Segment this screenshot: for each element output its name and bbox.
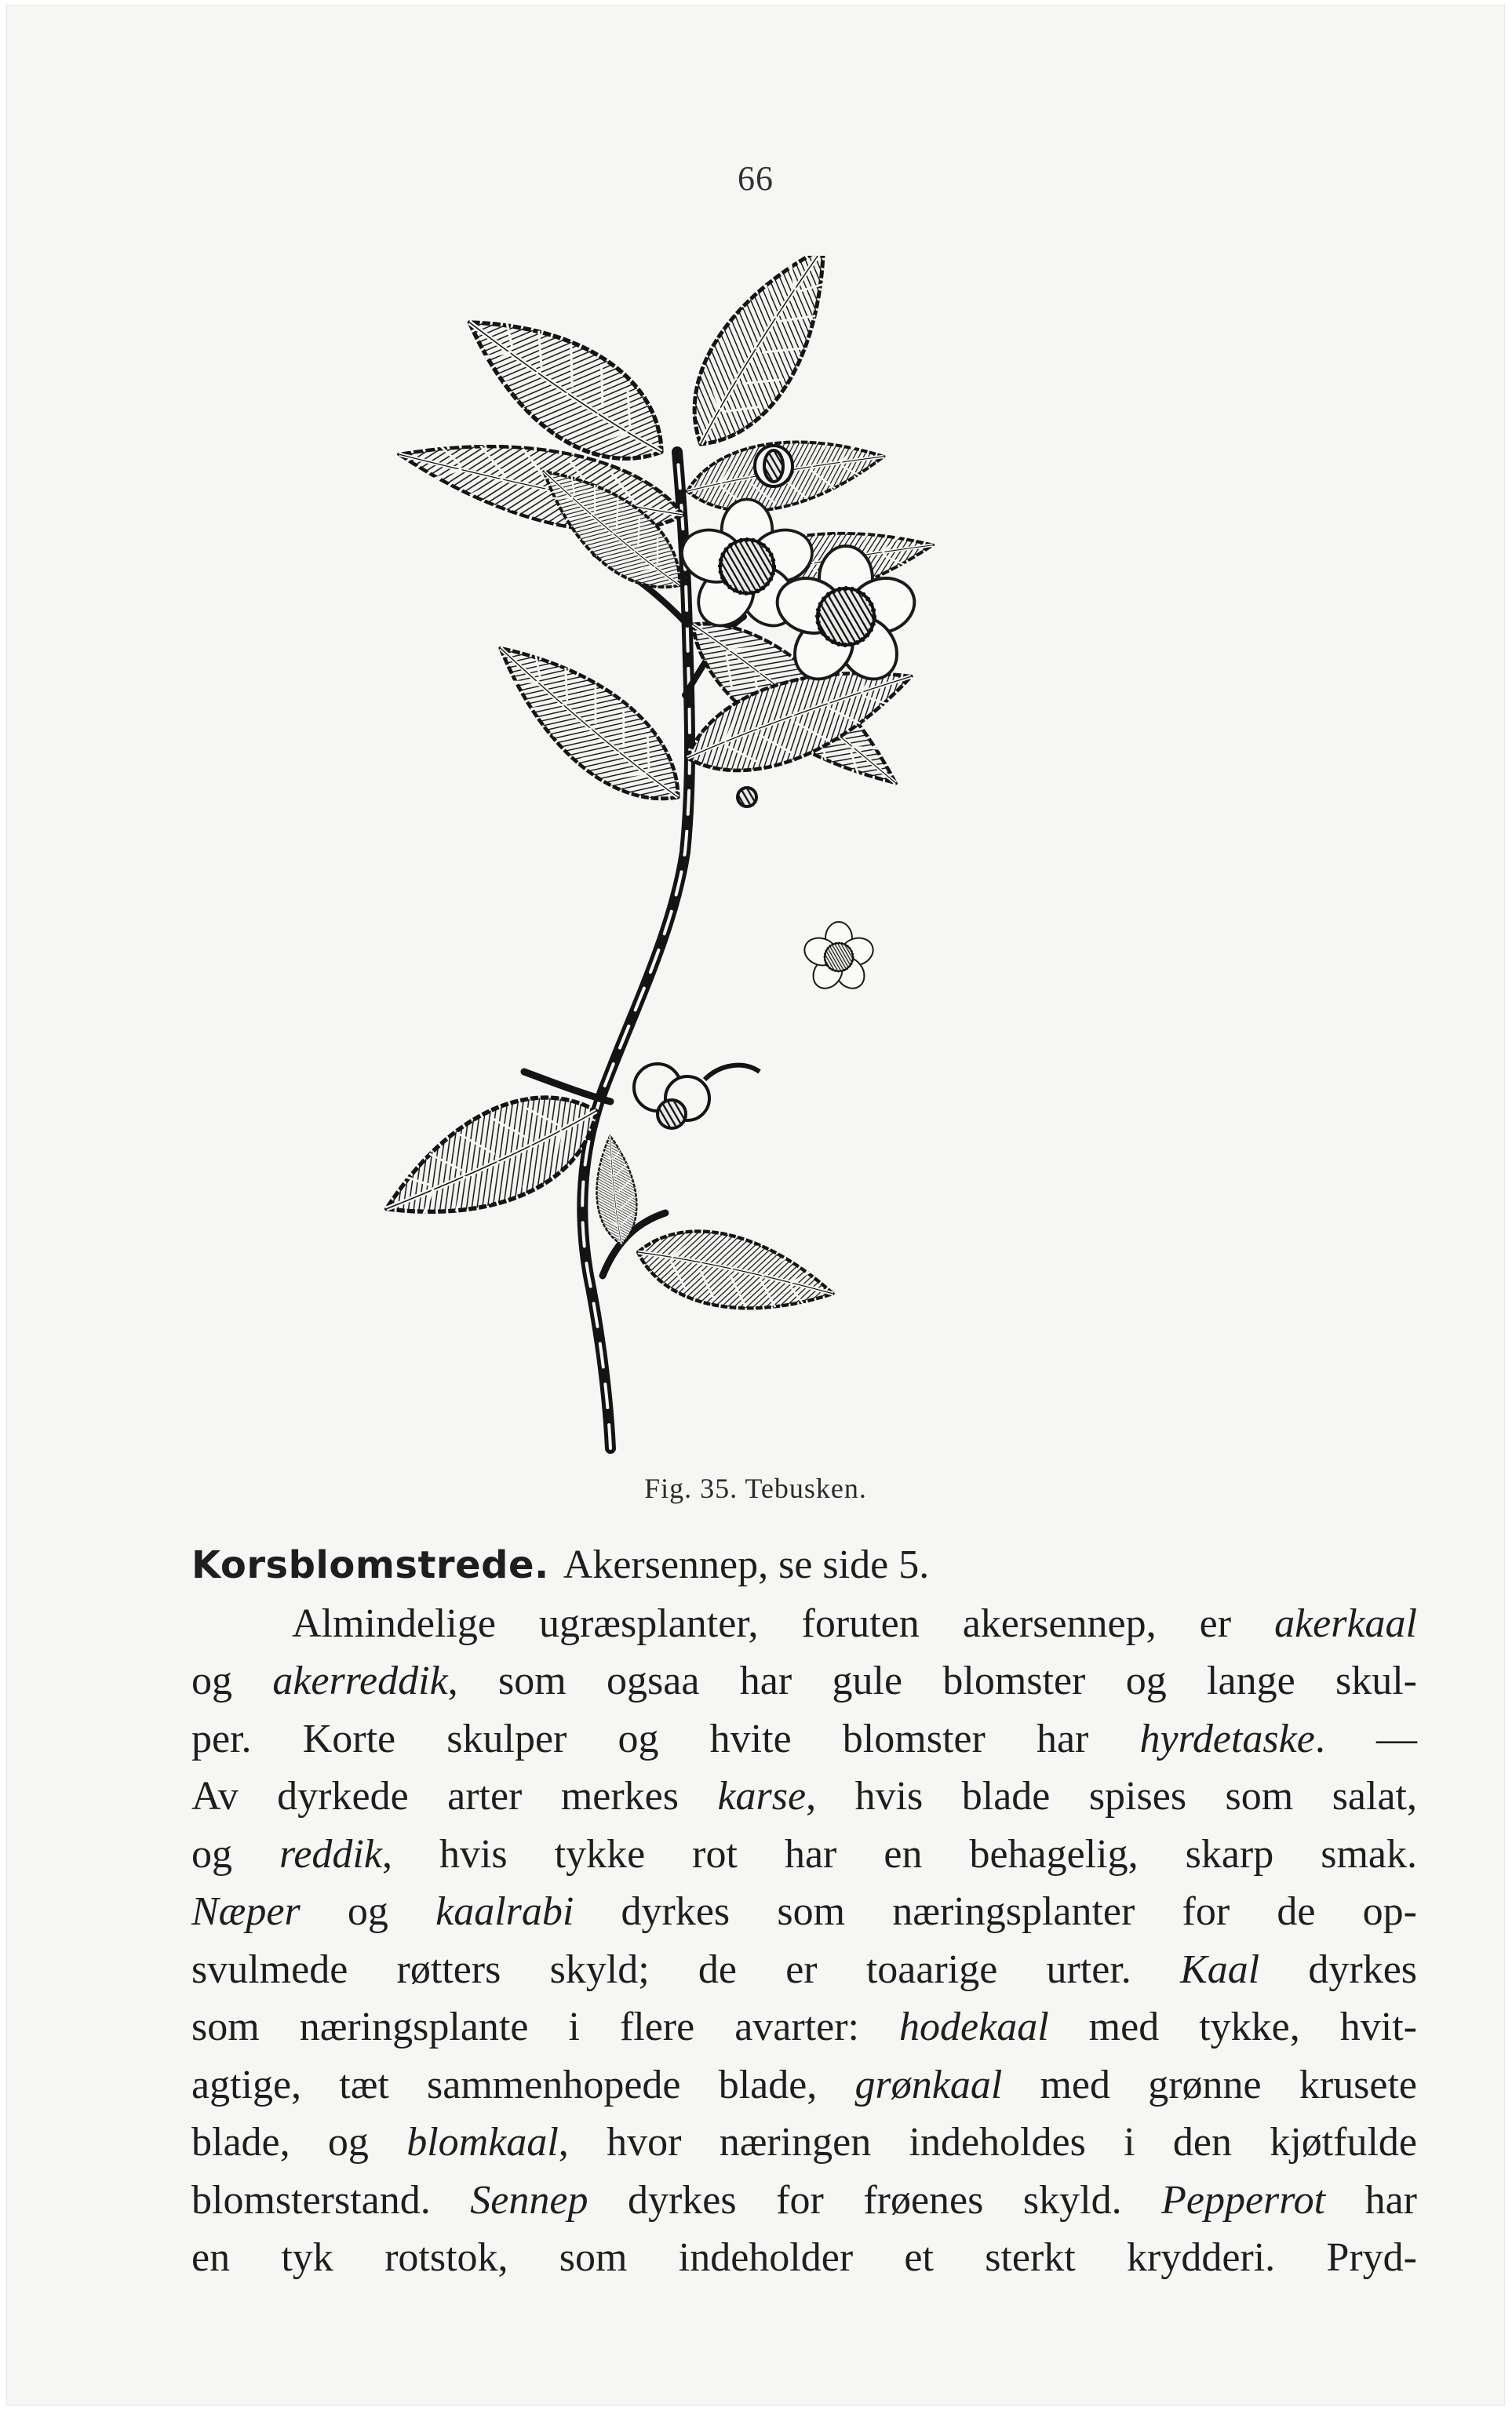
- text-run: Av dyrkede arter merkes: [191, 1774, 718, 1819]
- italic-term: Sennep: [470, 2177, 588, 2223]
- text-line: [191, 1883, 1417, 1941]
- text-run: dyrkes: [1259, 1947, 1418, 1992]
- text-run: dyrkes for frøenes skyld.: [588, 2177, 1162, 2223]
- text-run: agtige, tæt sammenhopede blade,: [191, 2062, 855, 2107]
- heading-line: [191, 1536, 1417, 1595]
- text-line: [191, 1768, 1417, 1826]
- text-run: en tyk rotstok, som indeholder et sterkt krydderi. Pryd-: [191, 2235, 1417, 2280]
- italic-term: blomkaal: [406, 2120, 559, 2165]
- text-line: [191, 1652, 1417, 1710]
- paragraph: [191, 1595, 1417, 2287]
- italic-term: kaalrabi: [435, 1889, 574, 1934]
- page-number: 66: [738, 159, 774, 198]
- italic-term: hyrdetaske: [1139, 1716, 1315, 1761]
- text-run: svulmede røtters skyld; de er toaarige urter.: [191, 1947, 1181, 1992]
- text-run: per. Korte skulper og hvite blomster har: [191, 1716, 1140, 1761]
- text-line: [191, 1941, 1417, 1999]
- text-line: [191, 1998, 1417, 2056]
- text-run: blade, og: [191, 2120, 407, 2165]
- text-run: og: [191, 1831, 280, 1877]
- italic-term: Næper: [191, 1889, 301, 1934]
- text-run: med grønne krusete: [1002, 2062, 1417, 2107]
- italic-term: grønkaal: [854, 2062, 1003, 2107]
- text-line: [191, 1595, 1417, 1653]
- text-run: , hvis tykke rot har en behagelig, skarp smak.: [381, 1831, 1418, 1877]
- text-run: , som ogsaa har gule blomster og lange skul-: [447, 1659, 1417, 1703]
- figure-caption: Fig. 35. Tebusken.: [644, 1473, 867, 1504]
- heading-reference: Akersennep, se side 5.: [563, 1542, 930, 1587]
- text-run: dyrkes som næringsplanter for de op-: [574, 1889, 1417, 1934]
- text-line: [191, 2056, 1417, 2114]
- text-line: [191, 1826, 1417, 1884]
- text-run: har: [1325, 2177, 1417, 2223]
- text-run: blomsterstand.: [191, 2177, 471, 2223]
- italic-term: karse: [717, 1774, 807, 1819]
- text-run: , hvis blade spises som salat,: [806, 1774, 1417, 1819]
- text-run: og: [191, 1659, 273, 1703]
- tea-bush-illustration: [375, 256, 1215, 1480]
- text-run: . —: [1314, 1716, 1417, 1761]
- italic-term: hodekaal: [899, 2005, 1049, 2049]
- text-line: [191, 2172, 1417, 2230]
- text-run: som næringsplante i flere avarter:: [191, 2005, 900, 2049]
- italic-term: reddik: [279, 1831, 382, 1877]
- italic-term: Kaal: [1180, 1947, 1260, 1992]
- book-page: [6, 5, 1505, 2406]
- text-run: og: [300, 1889, 436, 1934]
- text-run: , hvor næringen indeholdes i den kjøtfulde: [558, 2120, 1418, 2165]
- tea-bush-drawing: [375, 256, 1215, 1480]
- italic-term: Pepperrot: [1161, 2177, 1326, 2223]
- text-run: Almindelige ugræsplanter, foruten akersennep, er: [292, 1601, 1275, 1646]
- body-text: [191, 1536, 1417, 2287]
- text-run: med tykke, hvit-: [1048, 2005, 1417, 2049]
- section-heading: Korsblomstrede.: [191, 1543, 549, 1587]
- italic-term: akerkaal: [1274, 1601, 1417, 1646]
- text-line: [191, 1710, 1417, 1768]
- text-line: [191, 2229, 1417, 2287]
- text-line: [191, 2114, 1417, 2172]
- italic-term: akerreddik: [272, 1659, 448, 1703]
